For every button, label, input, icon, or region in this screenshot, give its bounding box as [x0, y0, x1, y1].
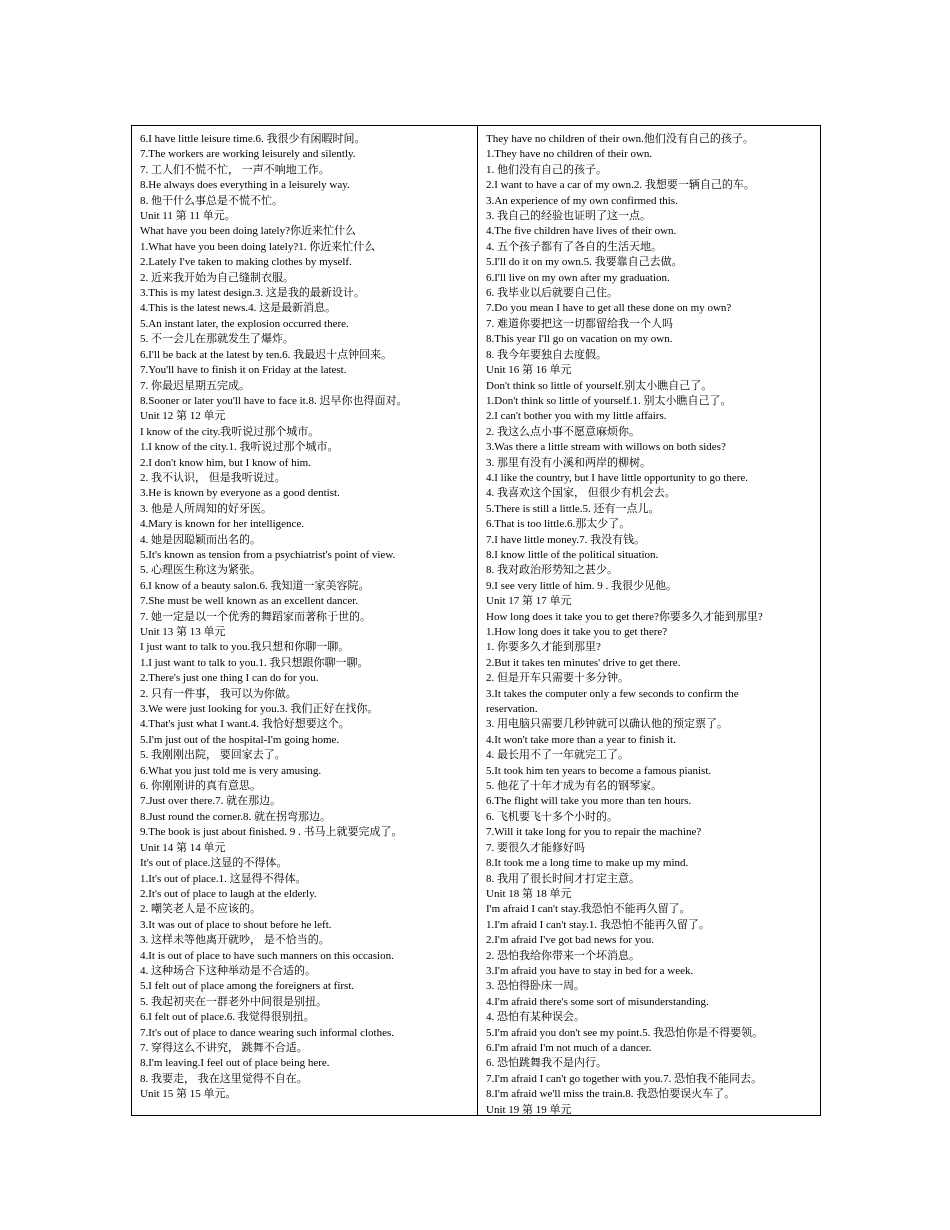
text-line: 3.It was out of place to shout before he left.: [140, 918, 332, 931]
text-line: 8. 他干什么事总是不慌不忙。: [140, 194, 283, 207]
text-line: 4. 五个孩子都有了各自的生活天地。: [486, 240, 662, 253]
text-line: 2. 我不认识， 但是我听说过。: [140, 471, 286, 484]
text-line: 9.The book is just about finished. 9 . 书马上就要完成了。: [140, 826, 403, 839]
text-line: 4.I'm afraid there's some sort of misunderstanding.: [486, 995, 709, 1008]
text-line: 8. 我对政治形势知之甚少。: [486, 564, 618, 577]
text-line: 5.I'm afraid you don't see my point.5. 我恐怕你是不得要领。: [486, 1026, 764, 1039]
text-line: 5.An instant later, the explosion occurred there.: [140, 317, 349, 330]
text-line: 1.They have no children of their own.: [486, 148, 653, 161]
text-line: 5. 他花了十年才成为有名的钢琴家。: [486, 780, 662, 793]
text-line: 6. 飞机要飞十多个小时的。: [486, 810, 618, 823]
text-line: 7. 要很久才能修好吗: [486, 841, 585, 854]
text-line: Unit 14 第 14 单元: [140, 841, 226, 854]
text-line: 6.I'll live on my own after my graduation.: [486, 271, 670, 284]
text-line: 1.Don't think so little of yourself.1. 别太小瞧自己了。: [486, 394, 732, 407]
text-line: 4. 最长用不了一年就完工了。: [486, 749, 629, 762]
text-line: 7.The workers are working leisurely and silently.: [140, 148, 356, 161]
text-line: 2. 恐怕我给你带来一个坏消息。: [486, 949, 640, 962]
text-line: 4.That's just what I want.4. 我恰好想要这个。: [140, 718, 350, 731]
text-line: 6.That is too little.6.那太少了。: [486, 518, 631, 531]
text-line: 4. 她是因聪颖而出名的。: [140, 533, 261, 546]
text-line: 7. 穿得这么不讲究， 跳舞不合适。: [140, 1041, 308, 1054]
text-line: 7.Will it take long for you to repair the machine?: [486, 826, 702, 839]
text-line: 3. 他是人所周知的好牙医。: [140, 502, 272, 515]
text-line: 3. 那里有没有小溪和两岸的柳树。: [486, 456, 651, 469]
text-line: 8. 我要走， 我在这里觉得不自在。: [140, 1072, 308, 1085]
text-line: 7.You'll have to finish it on Friday at the latest.: [140, 364, 347, 377]
text-line: Unit 18 第 18 单元: [486, 887, 572, 900]
text-line: 8.Sooner or later you'll have to face it.8. 迟早你也得面对。: [140, 394, 408, 407]
text-line: 2.It's out of place to laugh at the elderly.: [140, 887, 317, 900]
text-line: 5.It took him ten years to become a famous pianist.: [486, 764, 712, 777]
text-line: 7. 她一定是以一个优秀的舞蹈家而著称于世的。: [140, 610, 371, 623]
text-line: 8.I'm afraid we'll miss the train.8. 我恐怕要误火车了。: [486, 1088, 736, 1101]
text-line: 4.It won't take more than a year to finish it.: [486, 733, 676, 746]
text-line: 2.I can't bother you with my little affairs.: [486, 410, 667, 423]
text-line: Unit 17 第 17 单元: [486, 595, 572, 608]
text-line: 1.How long does it take you to get there?: [486, 626, 668, 638]
text-line: 5.There is still a little.5. 还有一点儿。: [486, 502, 660, 515]
text-line: I know of the city.我听说过那个城市。: [140, 425, 320, 438]
text-line: 7.I'm afraid I can't go together with you.7. 恐怕我不能同去。: [486, 1072, 763, 1085]
text-line: 4. 我喜欢这个国家， 但很少有机会去。: [486, 487, 676, 500]
text-line: 1.I know of the city.1. 我听说过那个城市。: [140, 441, 339, 454]
text-line: 3.We were just looking for you.3. 我们正好在找你。: [140, 703, 379, 716]
text-line: How long does it take you to get there?你要多久才能到那里?: [486, 610, 763, 623]
text-line: 4.I like the country, but I have little opportunity to go there.: [486, 471, 749, 484]
text-line: 7. 难道你要把这一切都留给我一个人吗: [486, 317, 673, 330]
text-line: 8.This year I'll go on vacation on my own.: [486, 333, 673, 346]
text-line: 5. 我刚刚出院， 要回家去了。: [140, 749, 286, 762]
text-line: 8.He always does everything in a leisurely way.: [140, 179, 350, 192]
text-line: 6.I'll be back at the latest by ten.6. 我最迟十点钟回来。: [140, 348, 393, 361]
text-line: 8.I know little of the political situation.: [486, 548, 659, 561]
text-line: 4.Mary is known for her intelligence.: [140, 518, 305, 531]
text-line: 6.The flight will take you more than ten hours.: [486, 795, 692, 808]
right-column: [478, 126, 820, 1115]
text-line: 5. 不一会儿在那就发生了爆炸。: [140, 333, 294, 346]
text-line: 6.I felt out of place.6. 我觉得很别扭。: [140, 1011, 315, 1024]
text-line: 2. 我这么点小事不愿意麻烦你。: [486, 425, 640, 438]
text-line: 7.Just over there.7. 就在那边。: [140, 795, 282, 808]
text-line: I just want to talk to you.我只想和你聊一聊。: [140, 641, 350, 654]
text-line: 1.I'm afraid I can't stay.1. 我恐怕不能再久留了。: [486, 918, 710, 931]
text-line: 4.This is the latest news.4. 这是最新消息。: [140, 302, 337, 315]
text-line: 9.I see very little of him. 9 . 我很少见他。: [486, 579, 677, 592]
text-line: 3. 恐怕得卧床一周。: [486, 980, 585, 993]
text-line: 2.I don't know him, but I know of him.: [140, 456, 311, 469]
text-line: Unit 15 第 15 单元。: [140, 1088, 237, 1101]
text-line: It's out of place.这显的不得体。: [140, 857, 288, 870]
text-line: 4.It is out of place to have such manners on this occasion.: [140, 949, 394, 962]
text-line: 6. 恐怕跳舞我不是内行。: [486, 1057, 607, 1070]
text-line: 5.It's known as tension from a psychiatrist's point of view.: [140, 548, 396, 561]
left-column: [132, 126, 478, 1115]
text-line: 4.The five children have lives of their own.: [486, 225, 677, 238]
text-line: 5.I'm just out of the hospital-I'm going home.: [140, 733, 340, 746]
text-line: 2.But it takes ten minutes' drive to get there.: [486, 656, 681, 669]
text-line: Unit 11 第 11 单元。: [140, 210, 236, 223]
text-line: 3.He is known by everyone as a good dentist.: [140, 487, 340, 500]
text-line: 1.I just want to talk to you.1. 我只想跟你聊一聊。: [140, 656, 369, 669]
text-line: 3.I'm afraid you have to stay in bed for a week.: [486, 964, 694, 977]
text-line: They have no children of their own.他们没有自己的孩子。: [486, 133, 754, 145]
text-line: 3.This is my latest design.3. 这是我的最新设计。: [140, 287, 365, 300]
text-line: 2. 嘲笑老人是不应该的。: [140, 903, 261, 916]
text-line: 8.Just round the corner.8. 就在拐弯那边。: [140, 810, 331, 823]
text-line: 6. 我毕业以后就要自己住。: [486, 287, 618, 300]
text-line: 6. 你刚刚讲的真有意思。: [140, 780, 261, 793]
text-line: 7. 工人们不慌不忙， 一声不响地工作。: [140, 163, 330, 176]
text-line: 3. 用电脑只需要几秒钟就可以确认他的预定票了。: [486, 718, 728, 731]
text-line: 1.What have you been doing lately?1. 你近来忙什么: [140, 240, 376, 253]
text-line: 3.Was there a little stream with willows on both sides?: [486, 441, 726, 454]
text-line: 8. 我用了很长时间才打定主意。: [486, 872, 640, 885]
text-line: 7.Do you mean I have to get all these done on my own?: [486, 302, 732, 315]
text-line: 5. 心理医生称这为紧张。: [140, 564, 261, 577]
text-line: 6.I have little leisure time.6. 我很少有闲暇时间。: [140, 133, 366, 145]
text-line: 7. 你最迟星期五完成。: [140, 379, 250, 392]
text-line: 2.There's just one thing I can do for you.: [140, 672, 319, 685]
text-line: 1. 你要多久才能到那里?: [486, 641, 601, 654]
text-line: 6.I'm afraid I'm not much of a dancer.: [486, 1041, 652, 1054]
text-line: 4. 恐怕有某种误会。: [486, 1011, 585, 1024]
text-line: 2. 近来我开始为自己缝制衣服。: [140, 271, 294, 284]
text-line: 6.I know of a beauty salon.6. 我知道一家美容院。: [140, 579, 370, 592]
text-line: 8.I'm leaving.I feel out of place being here.: [140, 1057, 330, 1070]
text-line: What have you been doing lately?你近来忙什么: [140, 225, 356, 238]
text-line: 3.It takes the computer only a few seconds to confirm the: [486, 687, 739, 700]
text-line: Don't think so little of yourself.别太小瞧自己了。: [486, 379, 713, 392]
text-line: 2. 只有一件事， 我可以为你做。: [140, 687, 297, 700]
text-line: Unit 12 第 12 单元: [140, 410, 226, 423]
text-line: reservation.: [486, 703, 538, 716]
text-line: 7.She must be well known as an excellent dancer.: [140, 595, 359, 608]
text-line: 2.Lately I've taken to making clothes by myself.: [140, 256, 352, 269]
text-line: 2. 但是开车只需要十多分钟。: [486, 672, 629, 685]
text-line: 3.An experience of my own confirmed this.: [486, 194, 678, 207]
text-line: 7.I have little money.7. 我没有钱。: [486, 533, 646, 546]
text-line: 3. 这样未等他离开就吵， 是不恰当的。: [140, 934, 330, 947]
text-line: 5.I'll do it on my own.5. 我要靠自己去做。: [486, 256, 683, 269]
text-line: 5.I felt out of place among the foreigners at first.: [140, 980, 355, 993]
text-line: 3. 我自己的经验也证明了这一点。: [486, 210, 651, 223]
text-line: Unit 16 第 16 单元: [486, 364, 572, 377]
text-line: Unit 13 第 13 单元: [140, 626, 226, 638]
vocabulary-table: [131, 125, 821, 1116]
text-line: 8. 我今年要独自去度假。: [486, 348, 607, 361]
text-line: 8.It took me a long time to make up my mind.: [486, 857, 689, 870]
text-line: 1. 他们没有自己的孩子。: [486, 163, 607, 176]
text-line: 7.It's out of place to dance wearing such informal clothes.: [140, 1026, 394, 1039]
text-line: 4. 这种场合下这种举动是不合适的。: [140, 964, 316, 977]
text-line: 2.I'm afraid I've got bad news for you.: [486, 934, 654, 947]
text-line: 1.It's out of place.1. 这显得不得体。: [140, 872, 307, 885]
text-line: 2.I want to have a car of my own.2. 我想要一辆自己的车。: [486, 179, 755, 192]
text-line: 6.What you just told me is very amusing.: [140, 764, 322, 777]
text-line: I'm afraid I can't stay.我恐怕不能再久留了。: [486, 903, 691, 916]
text-line: 5. 我起初夹在一群老外中间很是别扭。: [140, 995, 327, 1008]
text-line: Unit 19 第 19 单元: [486, 1103, 572, 1115]
